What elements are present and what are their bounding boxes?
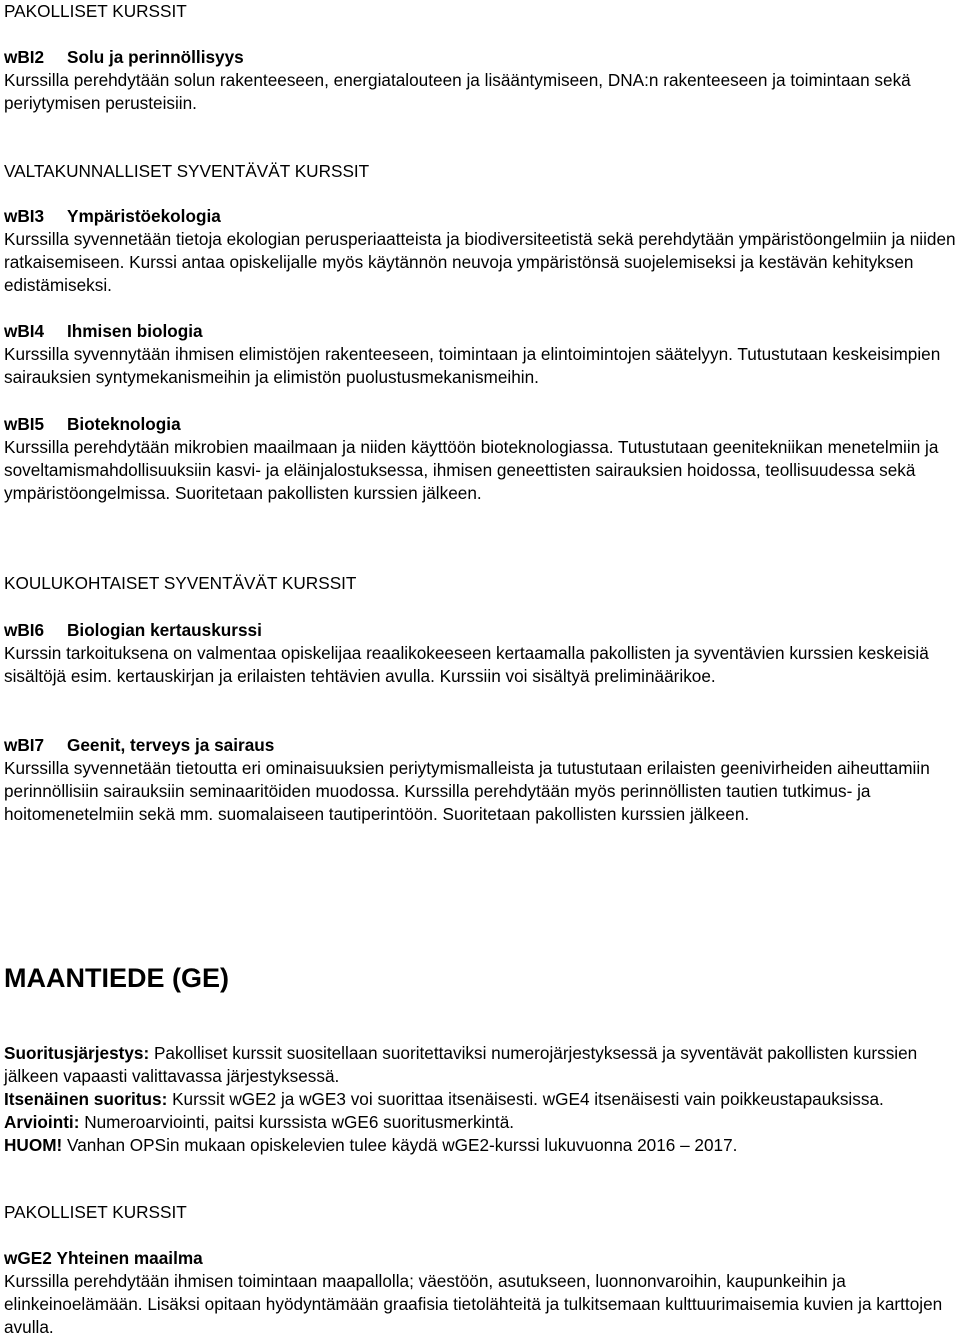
course-description: Kurssin tarkoituksena on valmentaa opiskelijaa reaalikokeeseen kertaamalla pakollisten ja syventävien kurssien keskeisiä sisältöjä esim. kertauskirjan ja erilaisten tehtävien avulla. Kurssiin voi sisältyä preliminäärikoe.: [4, 643, 929, 686]
course-wbi7: [4, 734, 959, 826]
order-label: Suoritusjärjestys:: [4, 1043, 150, 1063]
course-code: wGE2: [4, 1248, 52, 1268]
course-code: wBI5: [4, 414, 45, 434]
course-title: Ympäristöekologia: [67, 206, 221, 226]
course-title: Solu ja perinnöllisyys: [67, 47, 244, 67]
course-code: wBI7: [4, 735, 45, 755]
course-title: Bioteknologia: [67, 414, 181, 434]
independent-text: Kurssit wGE2 ja wGE3 voi suorittaa itsenäisesti. wGE4 itsenäisesti vain poikkeustapauksissa.: [167, 1089, 884, 1109]
course-description: Kurssilla perehdytään mikrobien maailmaan ja niiden käyttöön bioteknologiassa. Tutustutaan geenitekniikan menetelmiin ja soveltamismahdollisuuksiin kasvi- ja eläinjalostuksessa, ihmisen geneettisten sairauksien hoidossa, teollisuudessa sekä ympäristöongelmissa. Suoritetaan pakollisten kurssien jälkeen.: [4, 437, 939, 503]
evaluation-text: Numeroarviointi, paitsi kurssista wGE6 suoritusmerkintä.: [79, 1112, 515, 1132]
note-paragraph: [4, 1134, 959, 1157]
course-description: Kurssilla syvennytään ihmisen elimistöjen rakenteeseen, toimintaan ja elintoimintojen säätelyyn. Tutustutaan keskeisimpien sairauksien syntymekanismeihin ja elimistön puolustusmekanismeihin.: [4, 344, 941, 387]
course-code: wBI2: [4, 47, 45, 67]
section-heading-pakolliset-ge: PAKOLLISET KURSSIT: [4, 1202, 187, 1222]
note-text: Vanhan OPSin mukaan opiskelevien tulee käydä wGE2-kurssi lukuvuonna 2016 – 2017.: [62, 1135, 738, 1155]
course-description: Kurssilla perehdytään ihmisen toimintaan maapallolla; väestöön, asutukseen, luonnonvaroihin, kaupunkeihin ja elinkeinoelämään. Lisäksi opitaan hyödyntämään graafisia tietolähteitä ja tulkitsemaan kulttuurimaisemia kuvien ja karttojen avulla.: [4, 1271, 943, 1337]
course-wbi2: [4, 46, 959, 115]
course-wge2: [4, 1247, 959, 1339]
independent-paragraph: [4, 1088, 959, 1111]
order-text: Pakolliset kurssit suositellaan suoritettaviksi numerojärjestyksessä ja syventävät pakollisten kurssien jälkeen vapaasti valittavassa järjestyksessä.: [4, 1043, 918, 1086]
course-title: Ihmisen biologia: [67, 321, 203, 341]
course-code: wBI6: [4, 620, 45, 640]
evaluation-paragraph: [4, 1111, 959, 1134]
course-wbi6: [4, 619, 959, 688]
ge-info: [4, 1042, 959, 1157]
course-description: Kurssilla perehdytään solun rakenteeseen, energiatalouteen ja lisääntymiseen, DNA:n rakenteeseen ja toimintaan sekä periytymisen perusteisiin.: [4, 70, 911, 113]
section-heading-valtakunnalliset: VALTAKUNNALLISET SYVENTÄVÄT KURSSIT: [4, 161, 370, 181]
section-heading-koulukohtaiset: KOULUKOHTAISET SYVENTÄVÄT KURSSIT: [4, 573, 357, 593]
course-wbi4: [4, 320, 959, 389]
course-title: Yhteinen maailma: [56, 1248, 203, 1268]
course-code: wBI3: [4, 206, 45, 226]
course-code: wBI4: [4, 321, 45, 341]
order-paragraph: [4, 1042, 959, 1088]
section-heading-pakolliset-bi: PAKOLLISET KURSSIT: [4, 1, 187, 21]
course-description: Kurssilla syvennetään tietoutta eri ominaisuuksien periytymismalleista ja tutustutaan erilaisten geenivirheiden aiheuttamiin perinnöllisiin sairauksiin seminaaritöiden muodossa. Kurssilla perehdytään myös perinnöllisten tautien tutkimus- ja hoitomenetelmiin sekä mm. suomalaiseen tautiperintöön. Suoritetaan pakollisten kurssien jälkeen.: [4, 758, 930, 824]
course-title: Biologian kertauskurssi: [67, 620, 262, 640]
note-label: HUOM!: [4, 1135, 63, 1155]
independent-label: Itsenäinen suoritus:: [4, 1089, 168, 1109]
subject-title: MAANTIEDE (GE): [4, 963, 229, 993]
course-wbi3: [4, 205, 959, 297]
course-description: Kurssilla syvennetään tietoja ekologian perusperiaatteista ja biodiversiteetistä sekä perehdytään ympäristöongelmiin ja niiden ratkaisemiseen. Kurssi antaa opiskelijalle myös käytännön neuvoja ympäristönsä suojelemiseksi ja kestävän kehityksen edistämiseksi.: [4, 229, 956, 295]
course-wbi5: [4, 413, 959, 505]
evaluation-label: Arviointi:: [4, 1112, 80, 1132]
course-title: Geenit, terveys ja sairaus: [67, 735, 275, 755]
